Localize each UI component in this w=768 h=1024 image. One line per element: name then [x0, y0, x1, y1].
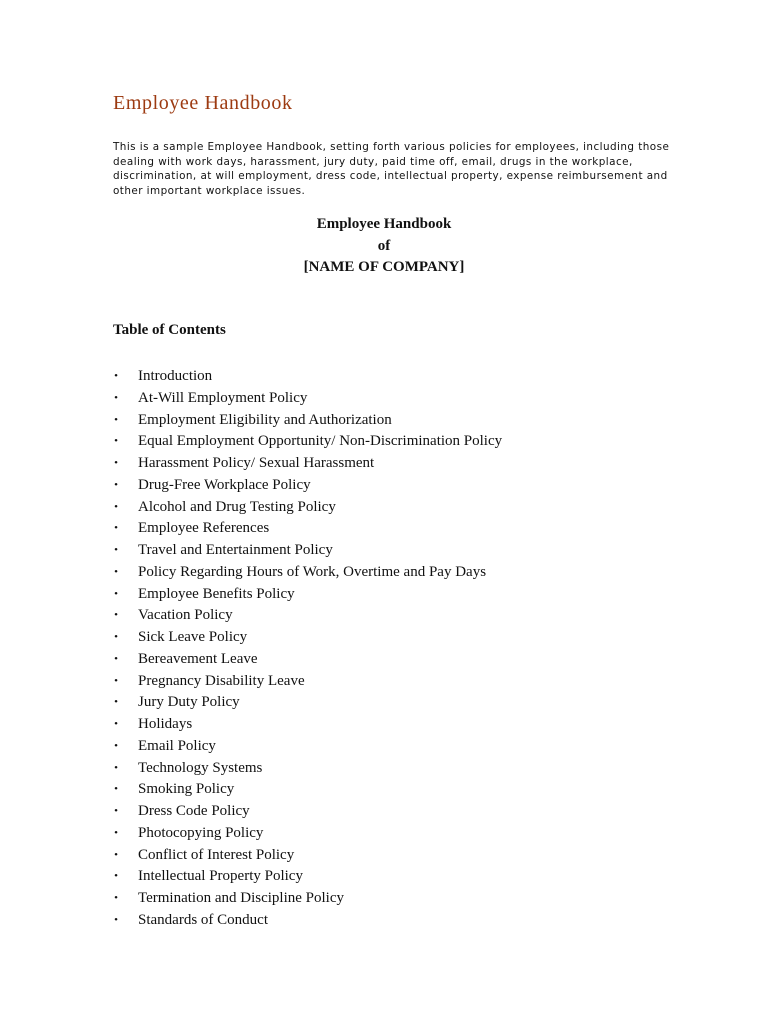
toc-item — [113, 910, 502, 932]
bullet-icon: • — [114, 370, 118, 382]
toc-item-label: Policy Regarding Hours of Work, Overtime and Pay Days — [138, 563, 487, 580]
bullet-icon: • — [114, 391, 118, 404]
toc-item — [113, 366, 502, 388]
toc-item-label: Pregnancy Disability Leave — [138, 672, 305, 689]
toc-item — [113, 888, 502, 910]
bullet-icon: • — [114, 522, 118, 535]
bullet-icon: • — [114, 718, 118, 730]
bullet-icon: • — [114, 413, 118, 426]
toc-item-label: Photocopying Policy — [138, 824, 264, 841]
bullet-icon: • — [114, 565, 118, 578]
toc-item-label: Standards of Conduct — [138, 911, 268, 928]
bullet-icon: • — [114, 435, 118, 448]
toc-item — [113, 605, 502, 627]
toc-item — [113, 410, 502, 432]
toc-item — [113, 627, 502, 649]
toc-item-label: Technology Systems — [138, 759, 263, 776]
cover-line-title: Employee Handbook — [316, 216, 452, 232]
toc-item — [113, 736, 502, 758]
toc-item-label: Holidays — [138, 716, 193, 732]
toc-item — [113, 388, 502, 410]
toc-item — [113, 714, 502, 736]
toc-item-label: Conflict of Interest Policy — [138, 846, 295, 863]
bullet-icon: • — [114, 544, 118, 556]
toc-item-label: At-Will Employment Policy — [138, 389, 308, 406]
toc-item — [113, 540, 502, 562]
toc-item — [113, 671, 502, 693]
bullet-icon: • — [114, 609, 118, 622]
toc-item-label: Employee Benefits Policy — [138, 585, 295, 602]
bullet-icon: • — [114, 805, 118, 817]
bullet-icon: • — [114, 631, 118, 643]
bullet-icon: • — [114, 783, 118, 796]
toc-item — [113, 497, 502, 519]
toc-item-label: Introduction — [138, 368, 213, 384]
toc-item-label: Harassment Policy/ Sexual Harassment — [138, 455, 375, 471]
toc-item — [113, 758, 502, 780]
bullet-icon: • — [114, 848, 118, 861]
bullet-icon: • — [114, 761, 118, 774]
toc-item-label: Travel and Entertainment Policy — [138, 542, 333, 558]
toc-item-label: Dress Code Policy — [138, 803, 250, 819]
bullet-icon: • — [114, 739, 118, 752]
toc-item — [113, 475, 502, 497]
toc-item — [113, 801, 502, 823]
bullet-icon: • — [114, 478, 118, 491]
intro-paragraph: This is a sample Employee Handbook, setting forth various policies for employees, including those dealing with work days, harassment, jury duty, paid time off, email, drugs in the workplace, discrimination, at will employment, dress code, intellectual property, expense reimbursement and other important workplace issues. — [113, 141, 670, 197]
bullet-icon: • — [114, 457, 118, 469]
toc-item — [113, 692, 502, 714]
toc-item — [113, 518, 502, 540]
toc-list — [113, 366, 502, 932]
bullet-icon: • — [114, 892, 118, 904]
bullet-icon: • — [114, 587, 118, 600]
bullet-icon: • — [114, 652, 118, 665]
toc-item-label: Jury Duty Policy — [138, 694, 240, 711]
toc-item-label: Drug-Free Workplace Policy — [138, 476, 311, 493]
toc-item-label: Alcohol and Drug Testing Policy — [138, 498, 336, 515]
toc-item — [113, 431, 502, 453]
toc-item-label: Termination and Discipline Policy — [138, 890, 344, 906]
bullet-icon: • — [114, 913, 118, 926]
toc-item — [113, 562, 502, 584]
bullet-icon: • — [114, 696, 118, 709]
toc-item-label: Smoking Policy — [138, 781, 235, 798]
toc-item — [113, 584, 502, 606]
toc-item — [113, 866, 502, 888]
toc-item-label: Bereavement Leave — [138, 650, 258, 667]
cover-line-company: [NAME OF COMPANY] — [303, 259, 465, 275]
toc-item-label: Vacation Policy — [138, 607, 233, 624]
cover-line-of: of — [377, 237, 391, 254]
bullet-icon: • — [114, 870, 118, 883]
toc-item-label: Sick Leave Policy — [138, 629, 248, 645]
cover-heading — [0, 214, 768, 279]
toc-item-label: Email Policy — [138, 737, 216, 754]
toc-heading: Table of Contents — [113, 322, 226, 338]
toc-item — [113, 649, 502, 671]
toc-item — [113, 779, 502, 801]
bullet-icon: • — [114, 500, 118, 513]
toc-item-label: Employment Eligibility and Authorization — [138, 411, 392, 428]
document-title: Employee Handbook — [113, 92, 293, 114]
toc-item — [113, 845, 502, 867]
bullet-icon: • — [114, 826, 118, 839]
toc-item-label: Equal Employment Opportunity/ Non-Discrimination Policy — [138, 433, 503, 450]
bullet-icon: • — [114, 674, 118, 687]
toc-item-label: Intellectual Property Policy — [138, 868, 303, 885]
toc-item — [113, 823, 502, 845]
toc-item — [113, 453, 502, 475]
toc-item-label: Employee References — [138, 520, 270, 537]
